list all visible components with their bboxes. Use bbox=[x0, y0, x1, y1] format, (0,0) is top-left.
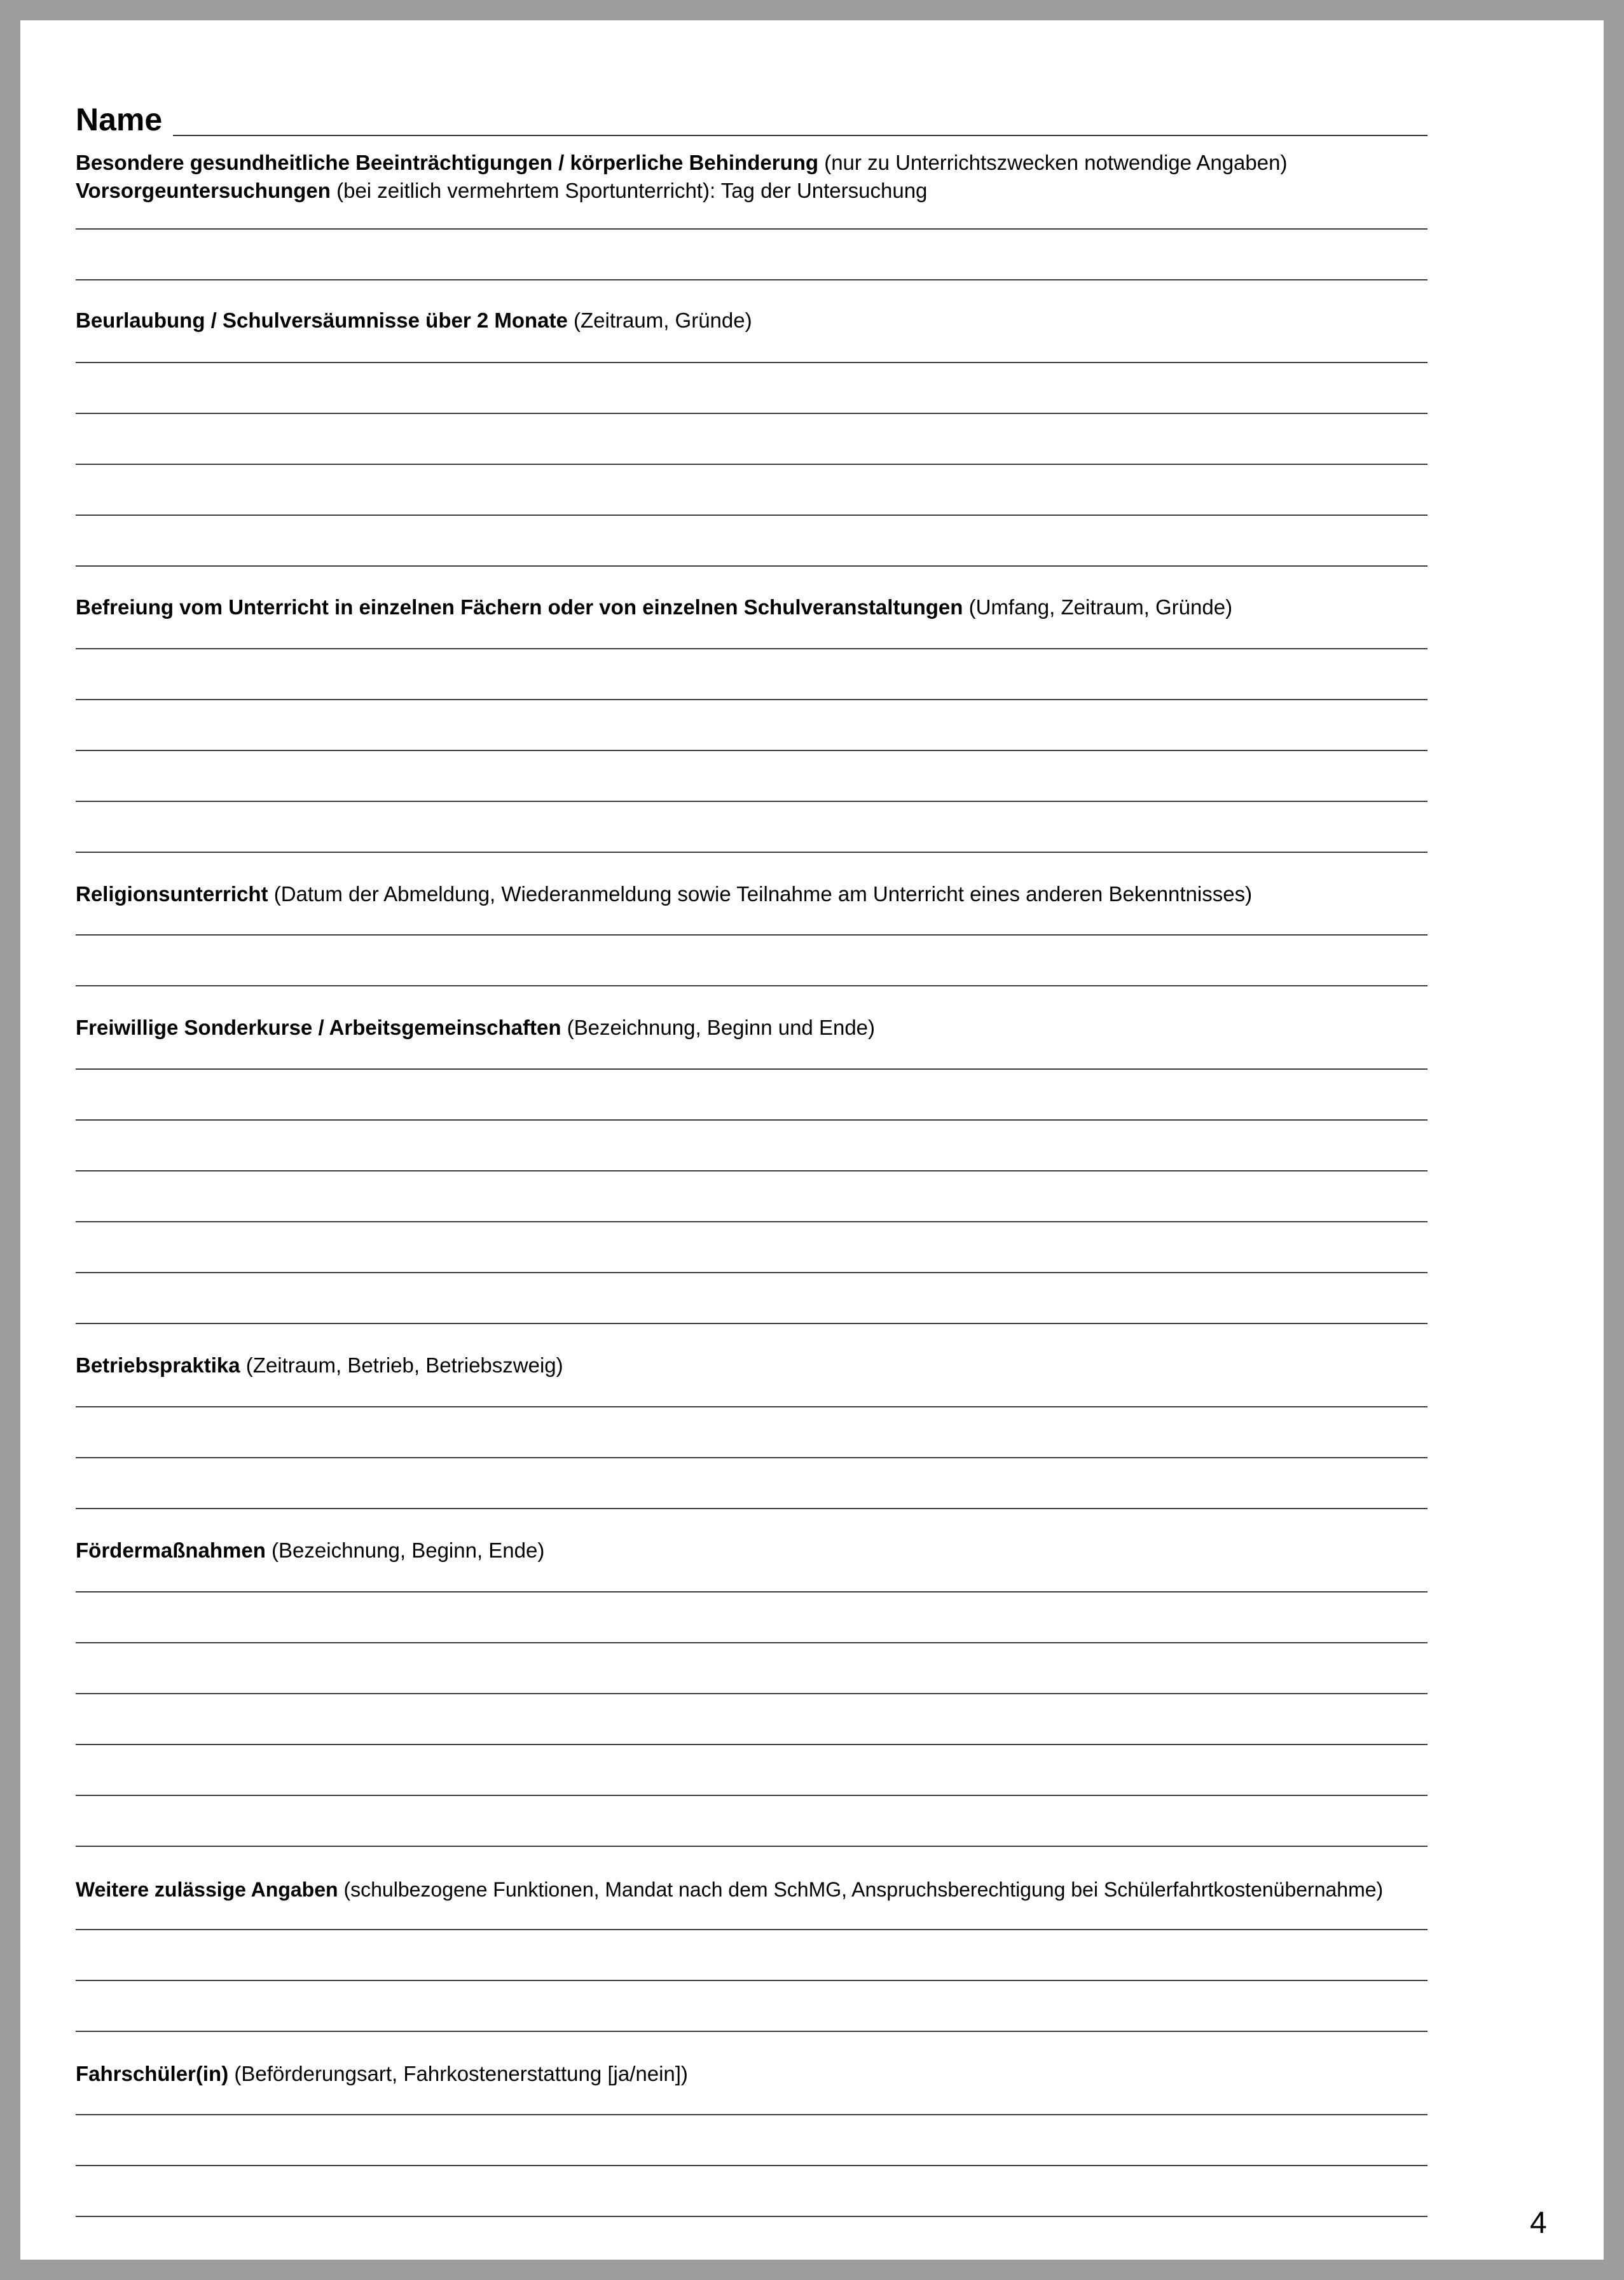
exemption-line-2[interactable] bbox=[76, 699, 1428, 700]
section-leave-heading bbox=[76, 307, 1428, 335]
support-line-2[interactable] bbox=[76, 1642, 1428, 1643]
section-internships bbox=[76, 1351, 1428, 1379]
internships-line-2[interactable] bbox=[76, 1457, 1428, 1458]
courses-line-6[interactable] bbox=[76, 1323, 1428, 1324]
section-exemption bbox=[76, 593, 1428, 621]
support-line-3[interactable] bbox=[76, 1693, 1428, 1694]
section-commuter-title: Fahrschüler(in) bbox=[76, 2062, 229, 2085]
name-row bbox=[76, 99, 1428, 140]
section-leave-note: (Zeitraum, Gründe) bbox=[567, 308, 752, 332]
section-courses-note: (Bezeichnung, Beginn und Ende) bbox=[561, 1016, 876, 1039]
leave-line-3[interactable] bbox=[76, 464, 1428, 465]
support-line-1[interactable] bbox=[76, 1591, 1428, 1593]
courses-line-3[interactable] bbox=[76, 1170, 1428, 1171]
section-religion-note: (Datum der Abmeldung, Wiederanmeldung sowie Teilnahme am Unterricht eines anderen Bekenntnisses) bbox=[268, 882, 1253, 906]
exemption-line-5[interactable] bbox=[76, 852, 1428, 853]
form-page bbox=[20, 20, 1604, 2260]
leave-line-1[interactable] bbox=[76, 362, 1428, 363]
support-line-6[interactable] bbox=[76, 1846, 1428, 1847]
religion-line-1[interactable] bbox=[76, 934, 1428, 936]
section-leave-title: Beurlaubung / Schulversäumnisse über 2 Monate bbox=[76, 308, 568, 332]
section-courses-title: Freiwillige Sonderkurse / Arbeitsgemeinschaften bbox=[76, 1016, 561, 1039]
section-further bbox=[76, 1876, 1428, 1903]
section-internships-note: (Zeitraum, Betrieb, Betriebszweig) bbox=[240, 1353, 563, 1377]
section-religion-heading bbox=[76, 880, 1428, 908]
section-health-note: (nur zu Unterrichtszwecken notwendige Angaben) bbox=[818, 151, 1288, 174]
internships-line-1[interactable] bbox=[76, 1406, 1428, 1407]
health-line-2[interactable] bbox=[76, 279, 1428, 280]
leave-line-5[interactable] bbox=[76, 565, 1428, 567]
courses-line-1[interactable] bbox=[76, 1068, 1428, 1070]
section-exemption-title: Befreiung vom Unterricht in einzelnen Fächern oder von einzelnen Schulveranstaltungen bbox=[76, 595, 963, 619]
religion-line-2[interactable] bbox=[76, 985, 1428, 986]
section-exemption-note: (Umfang, Zeitraum, Gründe) bbox=[963, 595, 1233, 619]
section-support-note: (Bezeichnung, Beginn, Ende) bbox=[265, 1538, 545, 1562]
section-health-title: Besondere gesundheitliche Beeinträchtigungen / körperliche Behinderung bbox=[76, 151, 819, 174]
section-internships-title: Betriebspraktika bbox=[76, 1353, 240, 1377]
health-line-1[interactable] bbox=[76, 228, 1428, 230]
section-exemption-heading bbox=[76, 593, 1428, 621]
section-commuter-heading bbox=[76, 2060, 1428, 2088]
further-line-2[interactable] bbox=[76, 1980, 1428, 1981]
further-line-3[interactable] bbox=[76, 2031, 1428, 2032]
leave-line-2[interactable] bbox=[76, 413, 1428, 414]
section-checkup-title: Vorsorgeuntersuchungen bbox=[76, 179, 331, 202]
section-further-heading bbox=[76, 1876, 1428, 1903]
section-religion bbox=[76, 880, 1428, 908]
section-health-heading bbox=[76, 149, 1428, 177]
section-courses bbox=[76, 1014, 1428, 1042]
section-leave bbox=[76, 307, 1428, 335]
section-further-title: Weitere zulässige Angaben bbox=[76, 1878, 338, 1901]
commuter-line-2[interactable] bbox=[76, 2165, 1428, 2166]
exemption-line-4[interactable] bbox=[76, 801, 1428, 802]
courses-line-2[interactable] bbox=[76, 1119, 1428, 1121]
leave-line-4[interactable] bbox=[76, 515, 1428, 516]
section-support bbox=[76, 1537, 1428, 1565]
internships-line-3[interactable] bbox=[76, 1508, 1428, 1509]
courses-line-5[interactable] bbox=[76, 1272, 1428, 1273]
section-checkup-heading bbox=[76, 177, 1428, 205]
section-support-heading bbox=[76, 1537, 1428, 1565]
further-line-1[interactable] bbox=[76, 1929, 1428, 1930]
section-religion-title: Religionsunterricht bbox=[76, 882, 268, 906]
support-line-4[interactable] bbox=[76, 1744, 1428, 1745]
commuter-line-3[interactable] bbox=[76, 2216, 1428, 2217]
name-label: Name bbox=[76, 102, 163, 137]
support-line-5[interactable] bbox=[76, 1795, 1428, 1796]
section-further-note: (schulbezogene Funktionen, Mandat nach dem SchMG, Anspruchsberechtigung bei Schülerfahrtkostenübernahme) bbox=[338, 1878, 1384, 1901]
courses-line-4[interactable] bbox=[76, 1221, 1428, 1222]
section-support-title: Fördermaßnahmen bbox=[76, 1538, 266, 1562]
section-courses-heading bbox=[76, 1014, 1428, 1042]
section-commuter bbox=[76, 2060, 1428, 2088]
exemption-line-3[interactable] bbox=[76, 750, 1428, 751]
exemption-line-1[interactable] bbox=[76, 648, 1428, 649]
section-commuter-note: (Beförderungsart, Fahrkostenerstattung [ja/nein]) bbox=[228, 2062, 688, 2085]
section-internships-heading bbox=[76, 1351, 1428, 1379]
section-health bbox=[76, 149, 1428, 205]
commuter-line-1[interactable] bbox=[76, 2114, 1428, 2115]
name-field-line[interactable] bbox=[173, 135, 1428, 136]
page-number: 4 bbox=[1530, 2206, 1547, 2240]
section-checkup-note: (bei zeitlich vermehrtem Sportunterricht): Tag der Untersuchung bbox=[330, 179, 928, 202]
